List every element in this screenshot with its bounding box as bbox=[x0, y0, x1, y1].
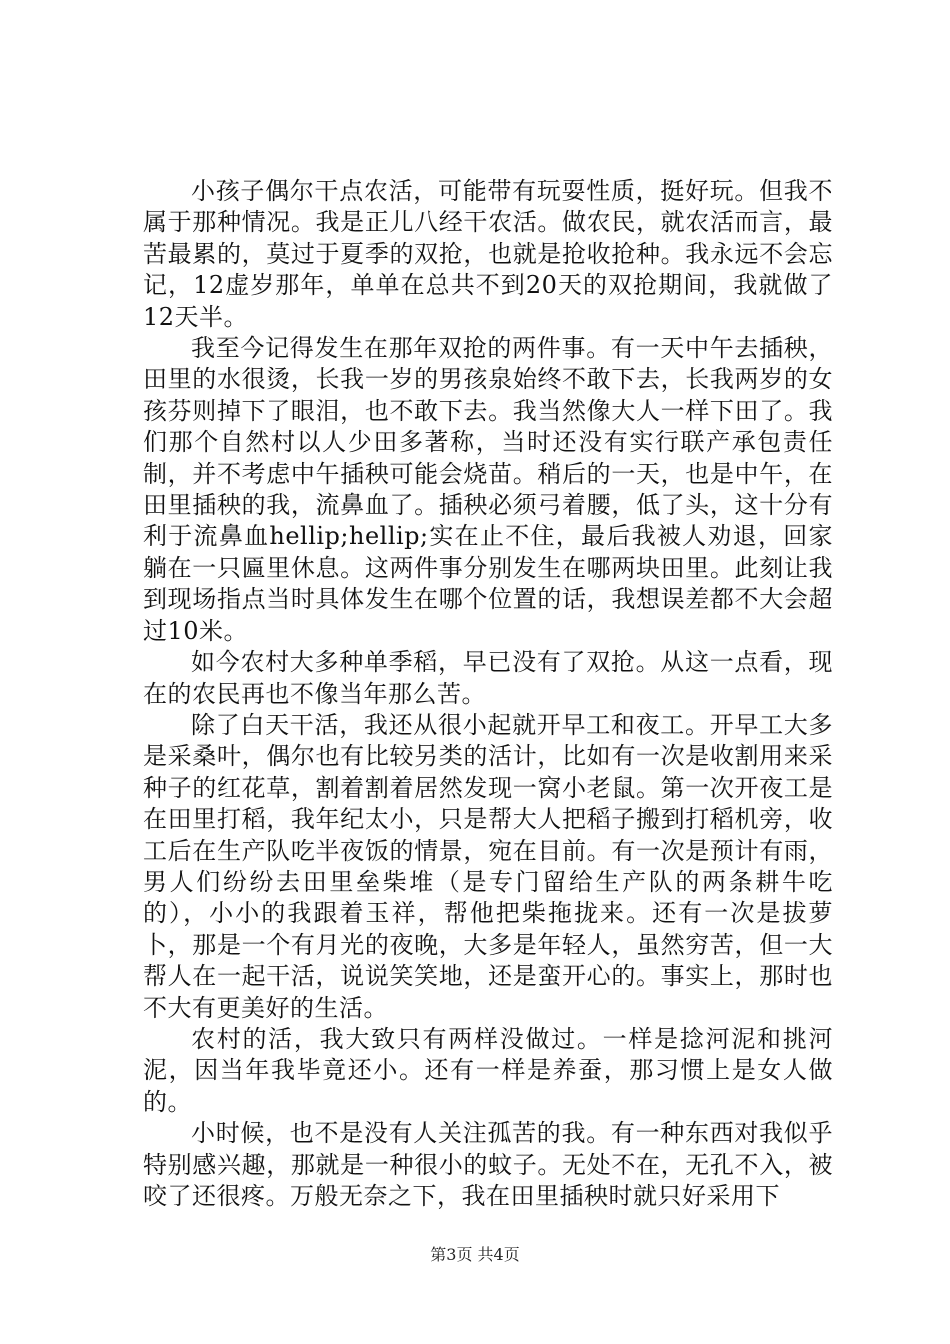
body-text bbox=[143, 176, 833, 1212]
paragraph-1: 小孩子偶尔干点农活，可能带有玩耍性质，挺好玩。但我不属于那种情况。我是正儿八经干农活。做农民，就农活而言，最苦最累的，莫过于夏季的双抢，也就是抢收抢种。我永远不会忘记，12虚岁那年，单单在总共不到20天的双抢期间，我就做了12天半。 bbox=[143, 177, 833, 331]
paragraph-5: 农村的活，我大致只有两样没做过。一样是捻河泥和挑河泥，因当年我毕竟还小。还有一样是养蚕，那习惯上是女人做的。 bbox=[143, 1024, 833, 1116]
paragraph-3: 如今农村大多种单季稻，早已没有了双抢。从这一点看，现在的农民再也不像当年那么苦。 bbox=[143, 648, 833, 708]
page-number-footer: 第3页 共4页 bbox=[430, 1245, 520, 1264]
paragraph-2: 我至今记得发生在那年双抢的两件事。有一天中午去插秧，田里的水很烫，长我一岁的男孩泉始终不敢下去，长我两岁的女孩芬则掉下了眼泪，也不敢下去。我当然像大人一样下田了。我们那个自然村以人少田多著称，当时还没有实行联产承包责任制，并不考虑中午插秧可能会烧苗。稍后的一天，也是中午，在田里插秧的我，流鼻血了。插秧必须弓着腰，低了头，这十分有利于流鼻血hellip;hellip;实在止不住，最后我被人劝退，回家躺在一只匾里休息。这两件事分别发生在哪两块田里。此刻让我到现场指点当时具体发生在哪个位置的话，我想误差都不大会超过10米。 bbox=[143, 334, 833, 645]
paragraph-6: 小时候，也不是没有人关注孤苦的我。有一种东西对我似乎特别感兴趣，那就是一种很小的蚊子。无处不在，无孔不入，被咬了还很疼。万般无奈之下，我在田里插秧时就只好采用下 bbox=[143, 1119, 833, 1210]
paragraph-4: 除了白天干活，我还从很小起就开早工和夜工。开早工大多是采桑叶，偶尔也有比较另类的活计，比如有一次是收割用来采种子的红花草，割着割着居然发现一窝小老鼠。第一次开夜工是在田里打稻，我年纪太小，只是帮大人把稻子搬到打稻机旁，收工后在生产队吃半夜饭的情景，宛在目前。有一次是预计有雨，男人们纷纷去田里垒柴堆（是专门留给生产队的两条耕牛吃的），小小的我跟着玉祥，帮他把柴拖拢来。还有一次是拔萝卜，那是一个有月光的夜晚，大多是年轻人，虽然穷苦，但一大帮人在一起干活，说说笑笑地，还是蛮开心的。事实上，那时也不大有更美好的生活。 bbox=[143, 710, 833, 1022]
